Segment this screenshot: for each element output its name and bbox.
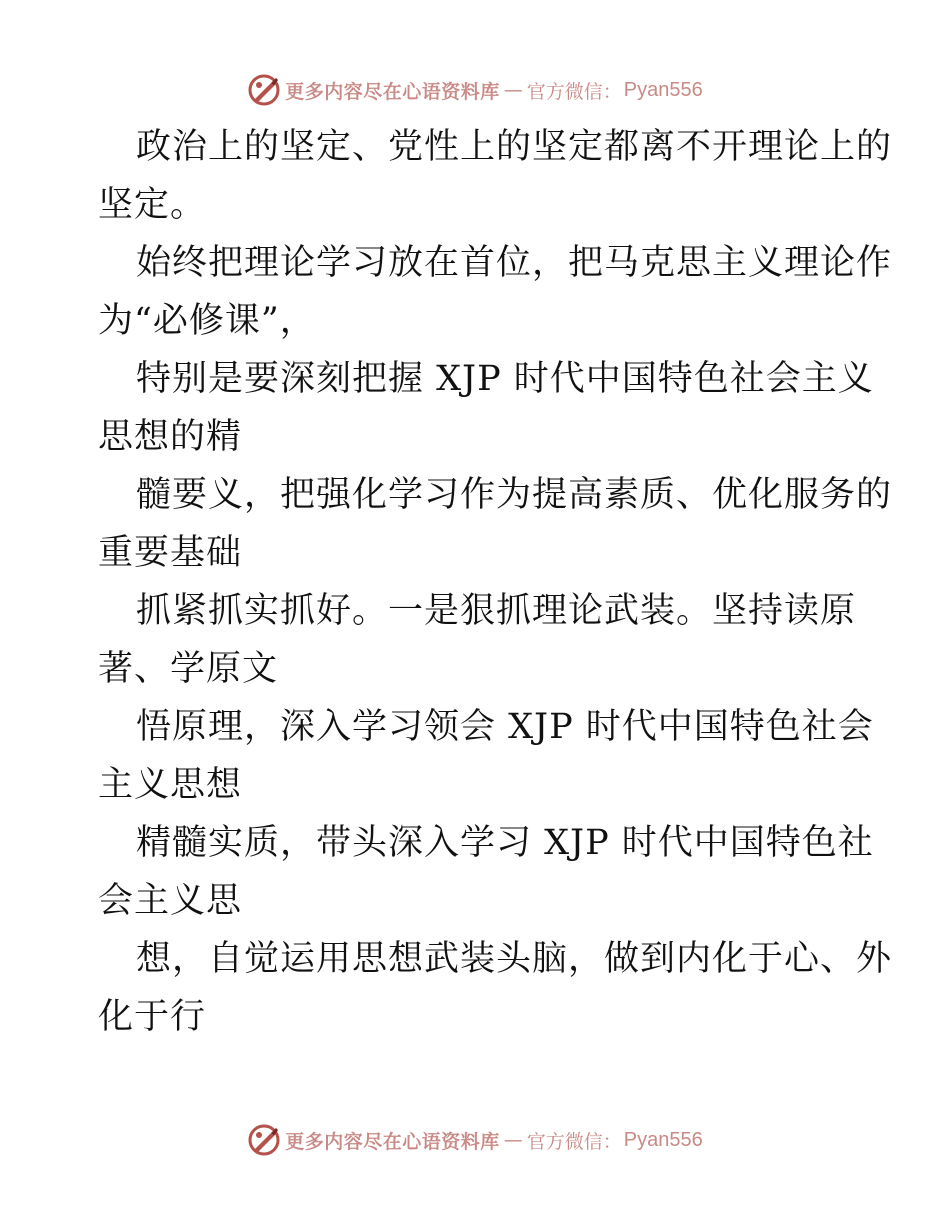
header-wechat-id: Pyan556	[623, 78, 703, 101]
paragraph-line: 为“必修课”，	[98, 301, 316, 341]
footer-banner	[0, 1120, 950, 1160]
pen-logo-icon	[247, 1123, 281, 1157]
header-banner	[0, 70, 950, 110]
paragraph	[98, 930, 893, 1046]
header-wechat-label: 官方微信：	[526, 80, 622, 103]
paragraph-line: 化于行	[98, 997, 207, 1037]
document-body	[98, 118, 893, 1046]
paragraph	[98, 350, 874, 466]
paragraph	[98, 466, 893, 582]
paragraph-line: 抓紧抓实抓好。一是狠抓理论武装。坚持读原	[136, 591, 857, 631]
paragraph-line: 会主义思	[98, 881, 243, 921]
paragraph	[98, 234, 893, 350]
paragraph-line: 特别是要深刻把握 XJP 时代中国特色社会主义	[136, 359, 874, 399]
header-brand-text: 更多内容尽在心语资料库	[285, 80, 500, 103]
footer-brand-text: 更多内容尽在心语资料库	[285, 1130, 500, 1153]
paragraph-line: 著、学原文	[98, 649, 279, 689]
paragraph-line: 始终把理论学习放在首位，把马克思主义理论作	[136, 243, 893, 283]
paragraph-line: 主义思想	[98, 765, 243, 805]
paragraph-line: 政治上的坚定、党性上的坚定都离不开理论上的	[136, 127, 893, 167]
paragraph-line: 坚定。	[98, 185, 207, 225]
footer-separator: —	[503, 1129, 523, 1151]
footer-wechat-label: 官方微信：	[526, 1130, 622, 1153]
paragraph	[98, 698, 874, 814]
header-separator: —	[503, 79, 523, 101]
paragraph	[98, 118, 893, 234]
paragraph-line: 精髓实质，带头深入学习 XJP 时代中国特色社	[136, 823, 874, 863]
paragraph-line: 思想的精	[98, 417, 243, 457]
paragraph-line: 重要基础	[98, 533, 243, 573]
footer-wechat-id: Pyan556	[623, 1128, 703, 1151]
paragraph-line: 髓要义，把强化学习作为提高素质、优化服务的	[136, 475, 893, 515]
paragraph	[98, 814, 874, 930]
paragraph	[98, 582, 858, 698]
paragraph-line: 悟原理，深入学习领会 XJP 时代中国特色社会	[136, 707, 874, 747]
paragraph-line: 想，自觉运用思想武装头脑，做到内化于心、外	[136, 939, 893, 979]
pen-logo-icon	[247, 73, 281, 107]
